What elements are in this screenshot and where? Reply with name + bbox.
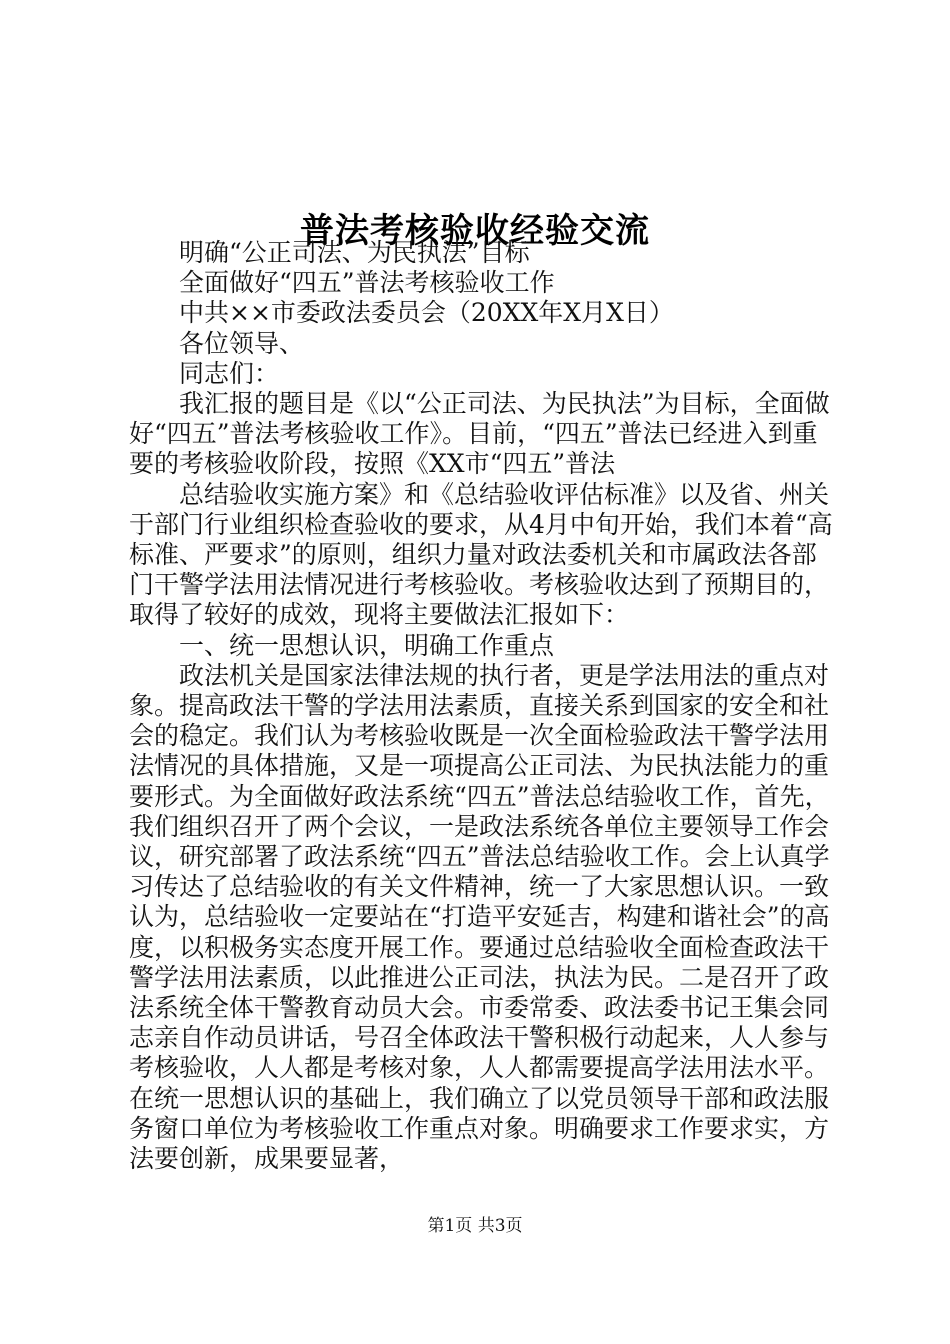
subtitle-line: 全面做好“四五”普法考核验收工作 [179, 268, 555, 298]
subtitle-line: 明确“公正司法、为民执法”目标 [179, 238, 530, 267]
page-number: 第1页 共3页 [427, 1216, 523, 1236]
body-paragraph: 我汇报的题目是《以“公正司法、为民执法”为目标，全面做好“四五”普法考核验收工作》。目前，“四五”普法已经进入到重要的考核验收阶段，按照《XX市“四五”普法 [129, 389, 830, 479]
issuer-line: 中共××市委政法委员会（20XX年X月X日） [179, 298, 674, 328]
document-title: 普法考核验收经验交流 [300, 210, 650, 251]
salutation-line: 各位领导、 [179, 328, 305, 358]
body-paragraph: 总结验收实施方案》和《总结验收评估标准》以及省、州关于部门行业组织检查验收的要求，从4月中旬开始，我们本着“高标准、严要求”的原则，组织力量对政法委机关和市属政法各部门干警学法用法情况进行考核验收。考核验收达到了预期目的，取得了较好的成效，现将主要做法汇报如下： [129, 479, 833, 630]
document-body [129, 238, 834, 1174]
section-heading: 一、统一思想认识，明确工作重点 [179, 630, 555, 660]
body-paragraph: 政法机关是国家法律法规的执行者，更是学法用法的重点对象。提高政法干警的学法用法素质，直接关系到国家的安全和社会的稳定。我们认为考核验收既是一次全面检验政法干警学法用法情况的具体措施，又是一项提高公正司法、为民执法能力的重要形式。为全面做好政法系统“四五”普法总结验收工作，首先，我们组织召开了两个会议，一是政法系统各单位主要领导工作会议，研究部署了政法系统“四五”普法总结验收工作。会上认真学习传达了总结验收的有关文件精神，统一了大家思想认识。一致认为，总结验收一定要站在“打造平安延吉，构建和谐社会”的高度，以积极务实态度开展工作。要通过总结验收全面检查政法干警学法用法素质，以此推进公正司法，执法为民。二是召开了政法系统全体干警教育动员大会。市委常委、政法委书记王集会同志亲自作动员讲话，号召全体政法干警积极行动起来，人人参与考核验收，人人都是考核对象，人人都需要提高学法用法水平。在统一思想认识的基础上，我们确立了以党员领导干部和政法服务窗口单位为考核验收工作重点对象。明确要求工作要求实，方法要创新，成果要显著， [129, 660, 830, 1174]
salutation-line: 同志们： [179, 358, 280, 388]
